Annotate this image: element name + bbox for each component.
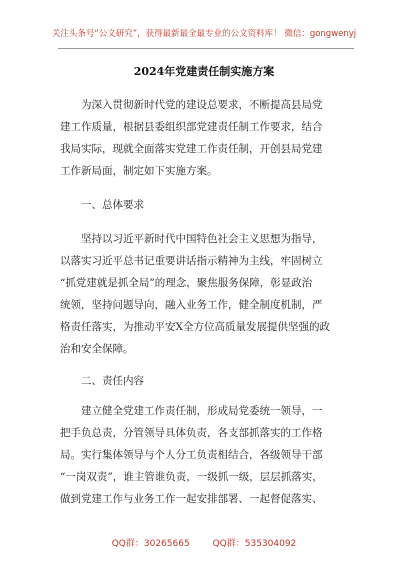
header-divider [58,48,354,49]
text-line: 统领，坚持问题导向，融入业务工作，健全制度机制，严 [60,299,323,311]
text-line: 做到党建工作与业务工作一起安排部署、一起督促落实、 [60,493,323,505]
text-line: 我局实际，现就全面落实党建工作责任制，开创县局党建 [60,143,323,155]
text-line: 把手负总责，分管领导具体负责，各支部抓落实的工作格 [60,427,323,439]
section-1-paragraph [60,228,352,360]
text-line: “一岗双责”，谁主管谁负责，一级抓一级，层层抓落实， [60,471,323,483]
text-line: “抓党建就是抓全局”的理念，聚焦服务保障，彰显政治 [60,277,313,289]
text-line: 建立健全党建工作责任制，形成局党委统一领导，一 [81,405,323,417]
text-line: 坚持以习近平新时代中国特色社会主义思想为指导， [81,233,323,245]
heading-text: 一、总体要求 [81,199,144,211]
header-notice: 关注头条号“公文研究”，获得最新最全最专业的公文资料库！ 微信：gongwenyj [51,29,357,39]
text-line: 治和安全保障。 [60,343,134,355]
text-line: 以落实习近平总书记重要讲话指示精神为主线，牢固树立 [60,255,323,267]
qq-group-2: QQ群：535304092 [212,539,297,549]
text-line: 建工作质量，根据县委组织部党建责任制工作要求，结合 [60,121,323,133]
document-title: 2024年党建责任制实施方案 [133,65,275,78]
qq-group-1: QQ群：30265665 [111,539,190,549]
text-line: 为深入贯彻新时代党的建设总要求，不断提高县局党 [81,99,323,111]
heading-text: 二、责任内容 [81,375,144,387]
text-line: 格责任落实，为推动平安X全方位高质量发展提供坚强的政 [60,321,330,333]
text-line: 局。实行集体领导与个人分工负责相结合，各级领导干部 [60,449,323,461]
footer [0,536,408,549]
intro-paragraph [60,94,352,182]
section-heading-2 [60,370,352,392]
section-2-paragraph [60,400,352,510]
text-line: 工作新局面，制定如下实施方案。 [60,165,218,177]
section-heading-1 [60,194,352,216]
